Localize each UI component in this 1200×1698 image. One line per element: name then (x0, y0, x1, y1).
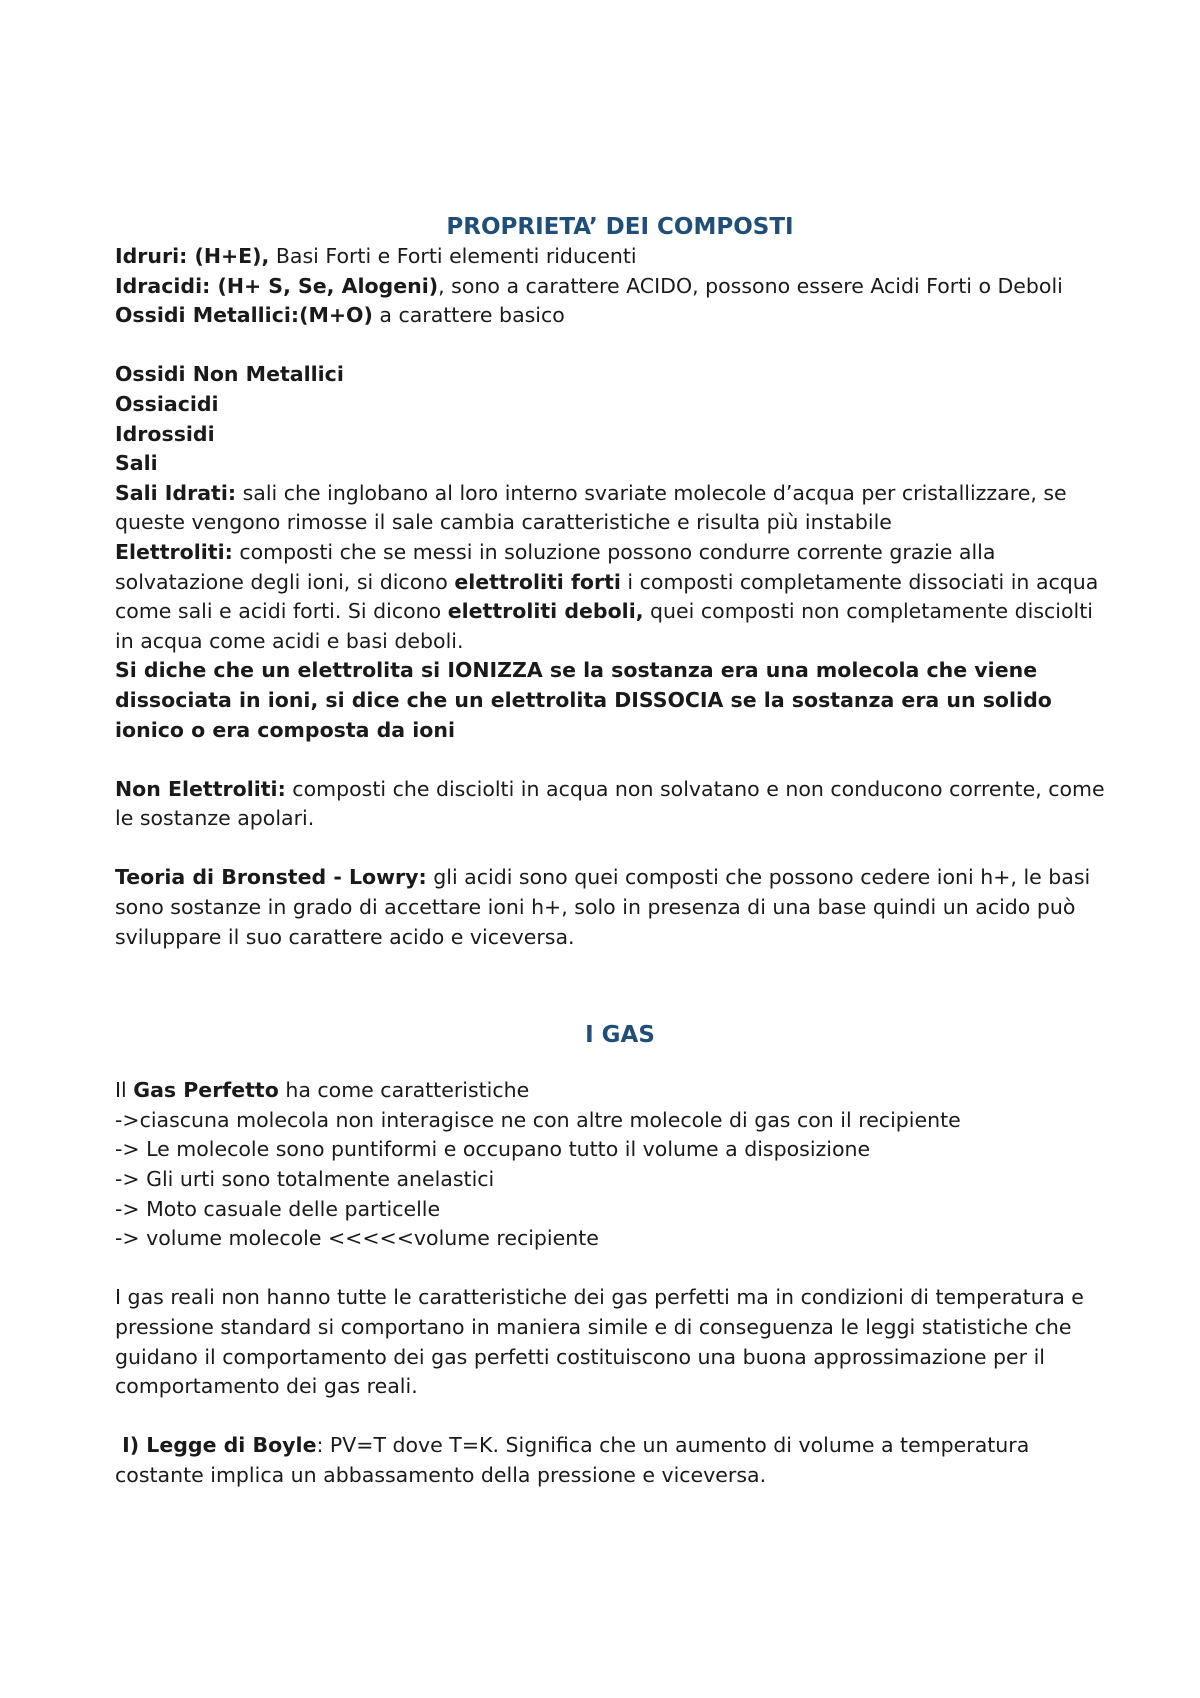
paragraph-elettroliti: Elettroliti: composti che se messi in soluzione possono condurre corrente grazie alla solvatazione degli ioni, si dicono elettroliti forti i composti completamente dissociati in acqua come sali e acidi forti. Si dicono elettroliti deboli, quei composti non completamente disciolti in acqua come acidi e basi deboli. (115, 539, 1099, 653)
term-bronsted: Teoria di Bronsted - Lowry: (115, 865, 427, 890)
term-ossidi-metallici: Ossidi Metallici:(M+O) (115, 303, 373, 328)
term-sali-idrati: Sali Idrati: (115, 480, 237, 505)
list-item: -> volume molecole <<<<<volume recipiente (115, 1226, 599, 1251)
paragraph-sali-idrati: Sali Idrati: sali che inglobano al loro interno svariate molecole d’acqua per cristallizzare, se queste vengono rimosse il sale cambia caratteristiche e risulta più instabile (115, 480, 1067, 535)
list-item: -> Le molecole sono puntiformi e occupano tutto il volume a disposizione (115, 1137, 871, 1162)
paragraph-gas-perfetto: Il Gas Perfetto ha come caratteristiche (115, 1078, 530, 1103)
term-boyle: I) Legge di Boyle (115, 1433, 317, 1458)
section-title-gas: I GAS (585, 1022, 655, 1049)
term-ossidi-non-metallici: Ossidi Non Metallici (115, 362, 344, 387)
paragraph-non-elettroliti: Non Elettroliti: composti che disciolti in acqua non solvatano e non conducono corrente, come le sostanze apolari. (115, 776, 1105, 831)
paragraph-gas-reali: I gas reali non hanno tutte le caratteristiche dei gas perfetti ma in condizioni di temperatura e pressione standard si comportano in maniera simile e di conseguenza le leggi statistiche che guidano il comportamento dei gas perfetti costituiscono una buona approssimazione per il comportamento dei gas reali. (115, 1285, 1084, 1399)
term-ossiacidi: Ossiacidi (115, 391, 219, 416)
term-sali: Sali (115, 451, 158, 476)
paragraph-ossidi-metallici: Ossidi Metallici:(M+O) a carattere basico (115, 303, 565, 328)
term-idracidi: Idracidi: (H+ S, Se, Alogeni) (115, 273, 439, 298)
paragraph-idracidi: Idracidi: (H+ S, Se, Alogeni), sono a carattere ACIDO, possono essere Acidi Forti o Deboli (115, 273, 1063, 298)
term-idrossidi: Idrossidi (115, 421, 215, 446)
term-non-elettroliti: Non Elettroliti: (115, 776, 286, 801)
section-title-proprieta: PROPRIETA’ DEI COMPOSTI (446, 214, 794, 240)
paragraph-boyle: I) Legge di Boyle: PV=T dove T=K. Significa che un aumento di volume a temperatura costante implica un abbassamento della pressione e viceversa. (115, 1433, 1030, 1487)
list-item: -> Moto casuale delle particelle (115, 1196, 441, 1221)
document-page (115, 212, 1105, 1491)
list-item: -> Gli urti sono totalmente anelastici (115, 1167, 495, 1192)
paragraph-ionizza: Si diche che un elettrolita si IONIZZA se la sostanza era una molecola che viene dissociata in ioni, si dice che un elettrolita DISSOCIA se la sostanza era un solido ionico o era composta da ioni (115, 658, 1052, 742)
paragraph-bronsted: Teoria di Bronsted - Lowry: gli acidi sono quei composti che possono cedere ioni h+, le basi sono sostanze in grado di accettare ioni h+, solo in presenza di una base quindi un acido può sviluppare il suo carattere acido e viceversa. (115, 865, 1091, 949)
list-item: ->ciascuna molecola non interagisce ne con altre molecole di gas con il recipiente (115, 1107, 961, 1132)
term-idruri: Idruri: (H+E), (115, 244, 270, 268)
term-elettroliti: Elettroliti: (115, 539, 233, 564)
paragraph-idruri: Idruri: (H+E), Basi Forti e Forti elementi riducenti (115, 244, 637, 268)
